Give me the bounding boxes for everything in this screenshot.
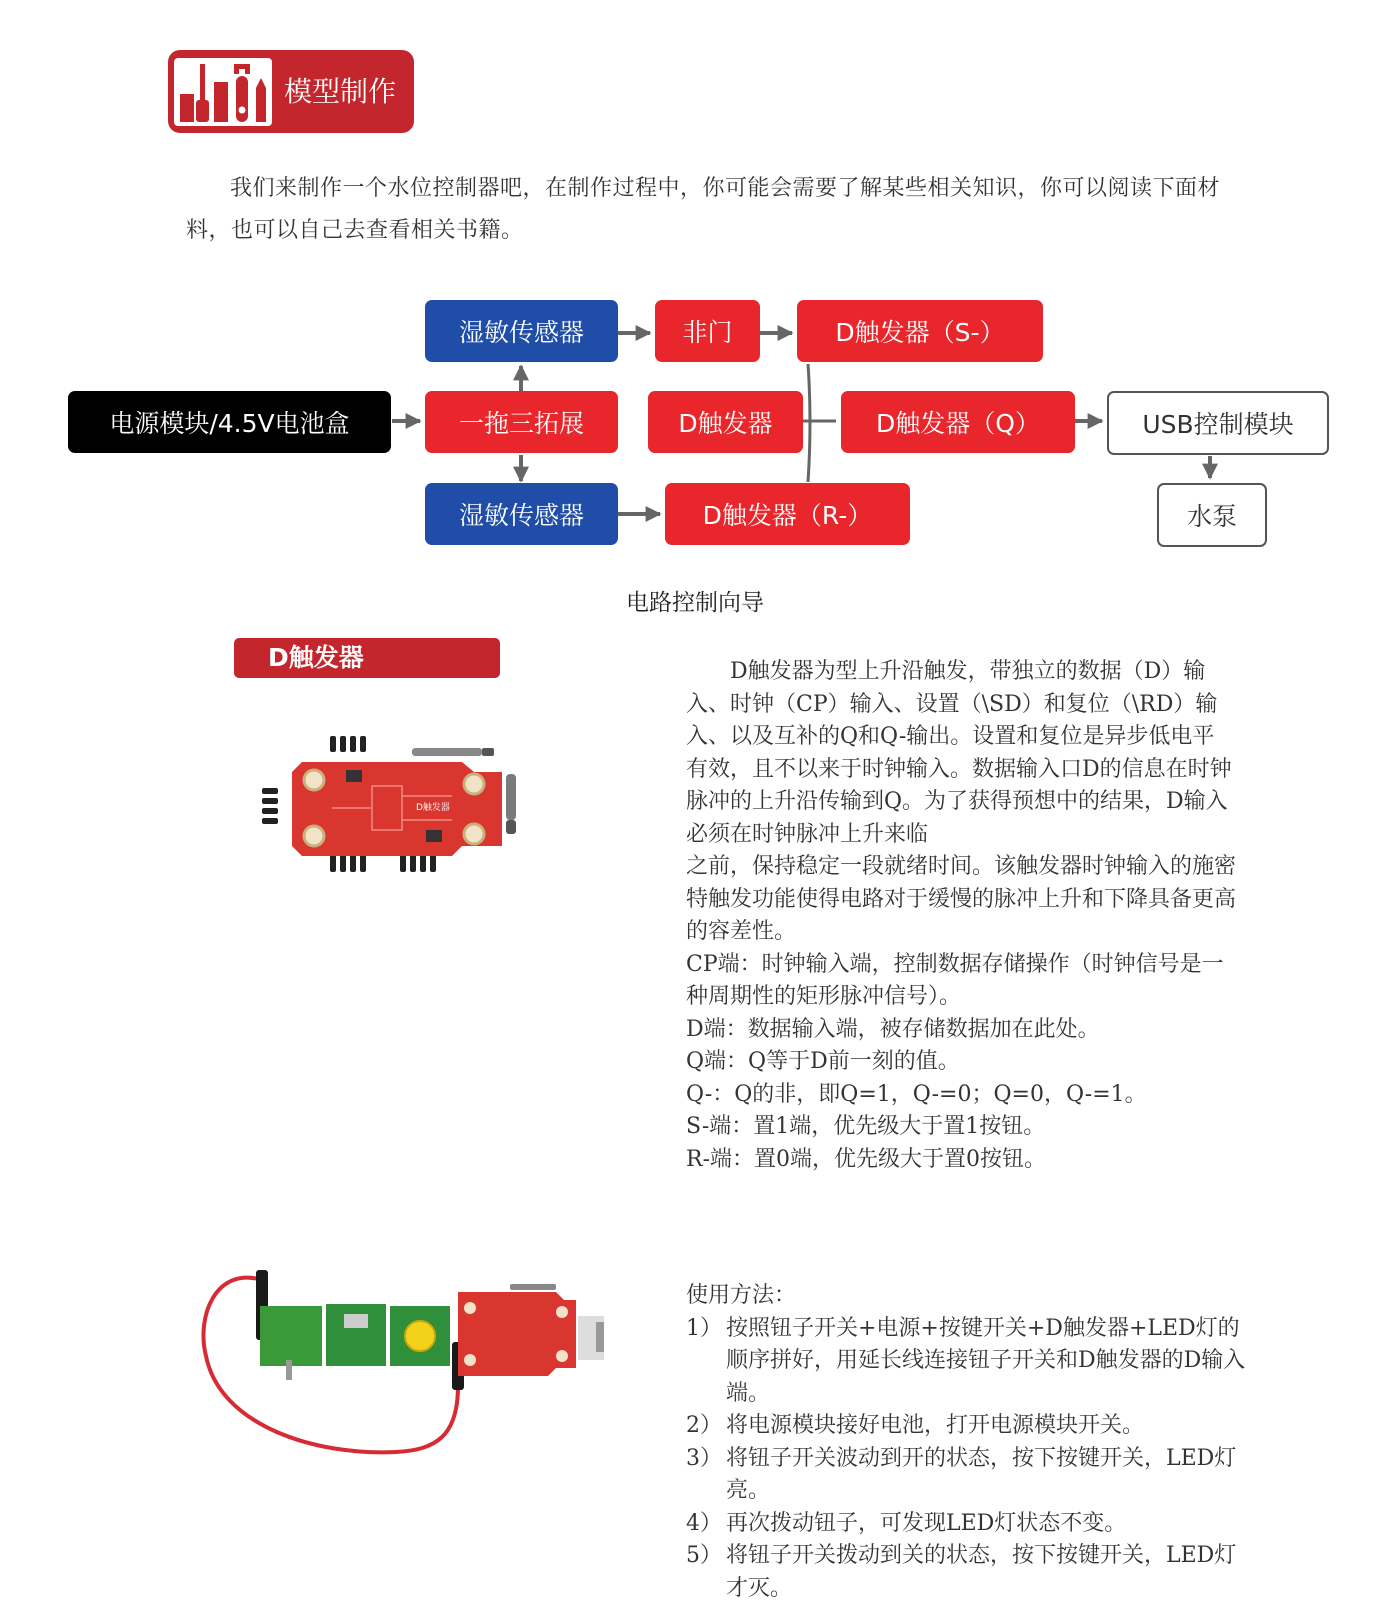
node-dff-r: D触发器（R-） [665, 483, 910, 545]
badge-title: 模型制作 [284, 75, 397, 108]
desc-paragraph: R-端：置0端，优先级大于置0按钮。 [686, 1146, 1046, 1172]
node-dff-center: D触发器 [648, 391, 803, 453]
step-text: 按照钮子开关+电源+按键开关+D触发器+LED灯的顺序拼好，用延长线连接钮子开关和D触发器的D输入端。 [726, 1315, 1246, 1406]
step-text: 将钮子开关波动到开的状态，按下按键开关，LED灯亮。 [726, 1445, 1237, 1503]
diagram-caption: 电路控制向导 [626, 590, 764, 616]
usage-step [686, 1540, 1246, 1600]
usage-step [686, 1313, 1246, 1411]
push-button-2 [426, 830, 442, 842]
power-module [326, 1304, 386, 1366]
desc-paragraph: CP端：时钟输入端，控制数据存储操作（时钟信号是一种周期性的矩形脉冲信号）。 [686, 951, 1224, 1009]
usage-section [686, 1280, 1246, 1600]
dff-board-photo [262, 736, 542, 876]
push-button-1 [346, 770, 362, 782]
node-dff-s: D触发器（S-） [797, 300, 1043, 362]
tools-icon [174, 58, 272, 126]
step-number: 1） [686, 1315, 722, 1341]
usage-steps [686, 1313, 1246, 1600]
desc-paragraph: D触发器为型上升沿触发，带独立的数据（D）输入、时钟（CP）输入、设置（\SD）和复位（\RD）输入、以及互补的Q和Q-输出。设置和复位是异步低电平有效，且不以来于时钟输入。数据输入口D的信息在时钟脉冲的上升沿传输到Q。为了获得预想中的结果，D输入必须在时钟脉冲上升来临 [686, 659, 1232, 847]
dff-description [686, 656, 1236, 1176]
node-pump: 水泵 [1157, 483, 1267, 547]
node-power: 电源模块/4.5V电池盒 [68, 391, 391, 453]
intro-paragraph: 我们来制作一个水位控制器吧，在制作过程中，你可能会需要了解某些相关知识，你可以阅读下面材料，也可以自己去查看相关书籍。 [186, 176, 1221, 243]
circuit-flow-diagram [0, 300, 1390, 590]
section-title: D触发器 [234, 638, 500, 678]
step-number: 4） [686, 1510, 722, 1536]
yellow-button [405, 1321, 435, 1351]
step-number: 3） [686, 1445, 722, 1471]
section-badge [168, 50, 414, 133]
dff-board-small [458, 1292, 576, 1376]
desc-paragraph: D端：数据输入端，被存储数据加在此处。 [686, 1016, 1100, 1042]
node-usb-control: USB控制模块 [1107, 391, 1329, 455]
step-number: 5） [686, 1543, 722, 1568]
node-sensor-bottom: 湿敏传感器 [425, 483, 618, 545]
side-jack [506, 774, 516, 820]
desc-paragraph: Q端：Q等于D前一刻的值。 [686, 1049, 960, 1074]
desc-paragraph: S-端：置1端，优先级大于置1按钮。 [686, 1114, 1046, 1139]
assembled-circuit-photo [196, 1256, 616, 1476]
line-dff-bus [808, 364, 810, 482]
toggle-switch-module [260, 1306, 322, 1366]
desc-paragraph: 之前，保持稳定一段就绪时间。该触发器时钟输入的施密特触发功能使得电路对于缓慢的脉冲上升和下降具备更高的容差性。 [686, 854, 1237, 944]
node-expand: 一拖三拓展 [425, 391, 618, 453]
step-number: 2） [686, 1413, 722, 1438]
usage-step [686, 1410, 1246, 1443]
node-not-gate: 非门 [655, 300, 760, 362]
node-sensor-top: 湿敏传感器 [425, 300, 618, 362]
audio-jack [412, 748, 482, 756]
usage-step [686, 1508, 1246, 1541]
desc-paragraph: Q-：Q的非，即Q=1，Q-=0；Q=0，Q-=1。 [686, 1081, 1147, 1107]
step-text: 再次拨动钮子，可发现LED灯状态不变。 [726, 1510, 1127, 1536]
node-dff-q: D触发器（Q） [841, 391, 1075, 453]
step-text: 将钮子开关拨动到关的状态，按下按键开关，LED灯才灭。 [726, 1543, 1237, 1600]
usage-step [686, 1443, 1246, 1508]
board-label: D触发器 [416, 803, 450, 813]
usage-title: 使用方法： [686, 1283, 797, 1308]
step-text: 将电源模块接好电池，打开电源模块开关。 [726, 1413, 1145, 1438]
